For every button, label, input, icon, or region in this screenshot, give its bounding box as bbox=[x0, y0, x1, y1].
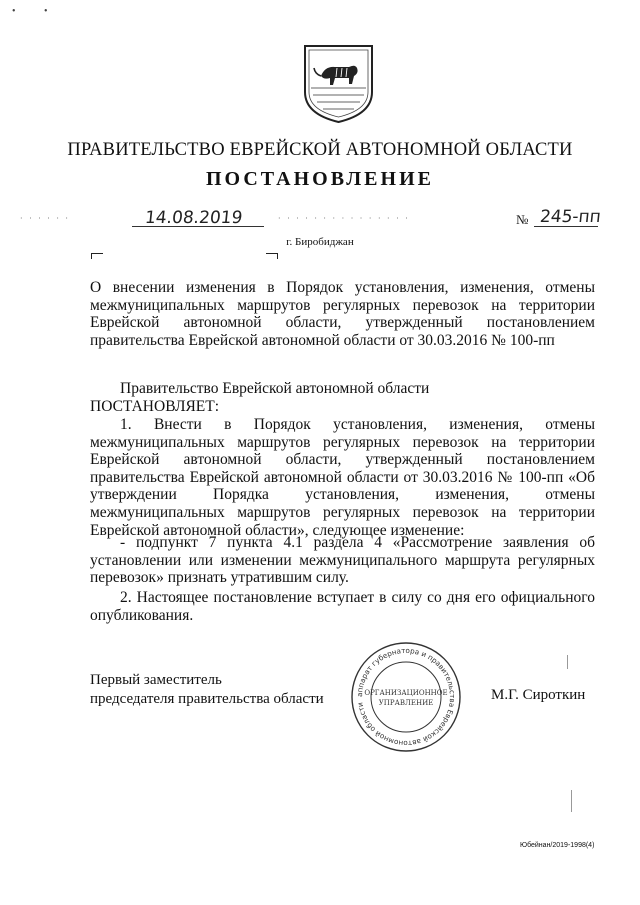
position-line-1: Первый заместитель bbox=[90, 672, 222, 688]
stamp-center-line-1: ОРГАНИЗАЦИОННОЕ bbox=[364, 689, 448, 697]
signatory-name: М.Г. Сироткин bbox=[491, 687, 586, 703]
position-line-2: председателя правительства области bbox=[90, 691, 324, 707]
scan-noise: · · · · · · · · · · · · · · · bbox=[278, 214, 410, 223]
bracket-left bbox=[91, 253, 103, 254]
number-handwritten: 245-пп bbox=[538, 207, 602, 227]
scan-mark: • bbox=[44, 6, 48, 17]
date-handwritten: 14.08.2019 bbox=[143, 208, 244, 228]
scan-noise: · · · · · · bbox=[20, 214, 70, 223]
scan-line bbox=[567, 655, 568, 669]
coat-of-arms-icon bbox=[299, 40, 378, 126]
signatory-position bbox=[90, 671, 324, 709]
city: г. Биробиджан bbox=[286, 236, 354, 248]
date-number-line bbox=[20, 206, 630, 232]
document-title: О внесении изменения в Порядок установления, изменения, отмены межмуниципальных маршрутов регулярных перевозок на территории Еврейской автономной области, утвержденный постановлением правительства Еврейской автономной области от 30.03.2016 № 100-пп bbox=[90, 279, 595, 349]
resolves-word: ПОСТАНОВЛЯЕТ: bbox=[90, 398, 220, 415]
scan-mark: • bbox=[12, 6, 16, 17]
item-1: 1. Внести в Порядок установления, изменения, отмены межмуниципальных маршрутов регулярных перевозок на территории Еврейской автономной области, утвержденный постановлением правительства Еврейской автономной области от 30.03.2016 № 100-пп «Об утверждении Порядка установления, изменения, отмены межмуниципальных маршрутов регулярных перевозок на территории Еврейской автономной области», следующее изменение: bbox=[90, 416, 595, 539]
official-stamp bbox=[349, 640, 463, 754]
government-name: ПРАВИТЕЛЬСТВО ЕВРЕЙСКОЙ АВТОНОМНОЙ ОБЛАСТИ bbox=[67, 140, 573, 160]
intro-text: Правительство Еврейской автономной области bbox=[120, 380, 430, 397]
stamp-ring-text: аппарат губернатора и правительства Еврейской автономной области bbox=[354, 645, 458, 749]
subitem-1: - подпункт 7 пункта 4.1 раздела 4 «Рассмотрение заявления об установлении или изменении межмуниципального маршрута регулярных перевозок» признать утратившим силу. bbox=[90, 534, 595, 587]
footer-code: Юбейнан/2019-1998(4) bbox=[520, 842, 595, 849]
number-label: № bbox=[516, 212, 529, 227]
document-type: ПОСТАНОВЛЕНИЕ bbox=[206, 168, 434, 190]
scan-line bbox=[571, 790, 572, 812]
bracket-left-tick bbox=[91, 253, 92, 259]
stamp-center-line-2: УПРАВЛЕНИЕ bbox=[378, 699, 434, 707]
bracket-right-tick bbox=[277, 253, 278, 259]
item-2: 2. Настоящее постановление вступает в силу со дня его официального опубликования. bbox=[90, 589, 595, 624]
